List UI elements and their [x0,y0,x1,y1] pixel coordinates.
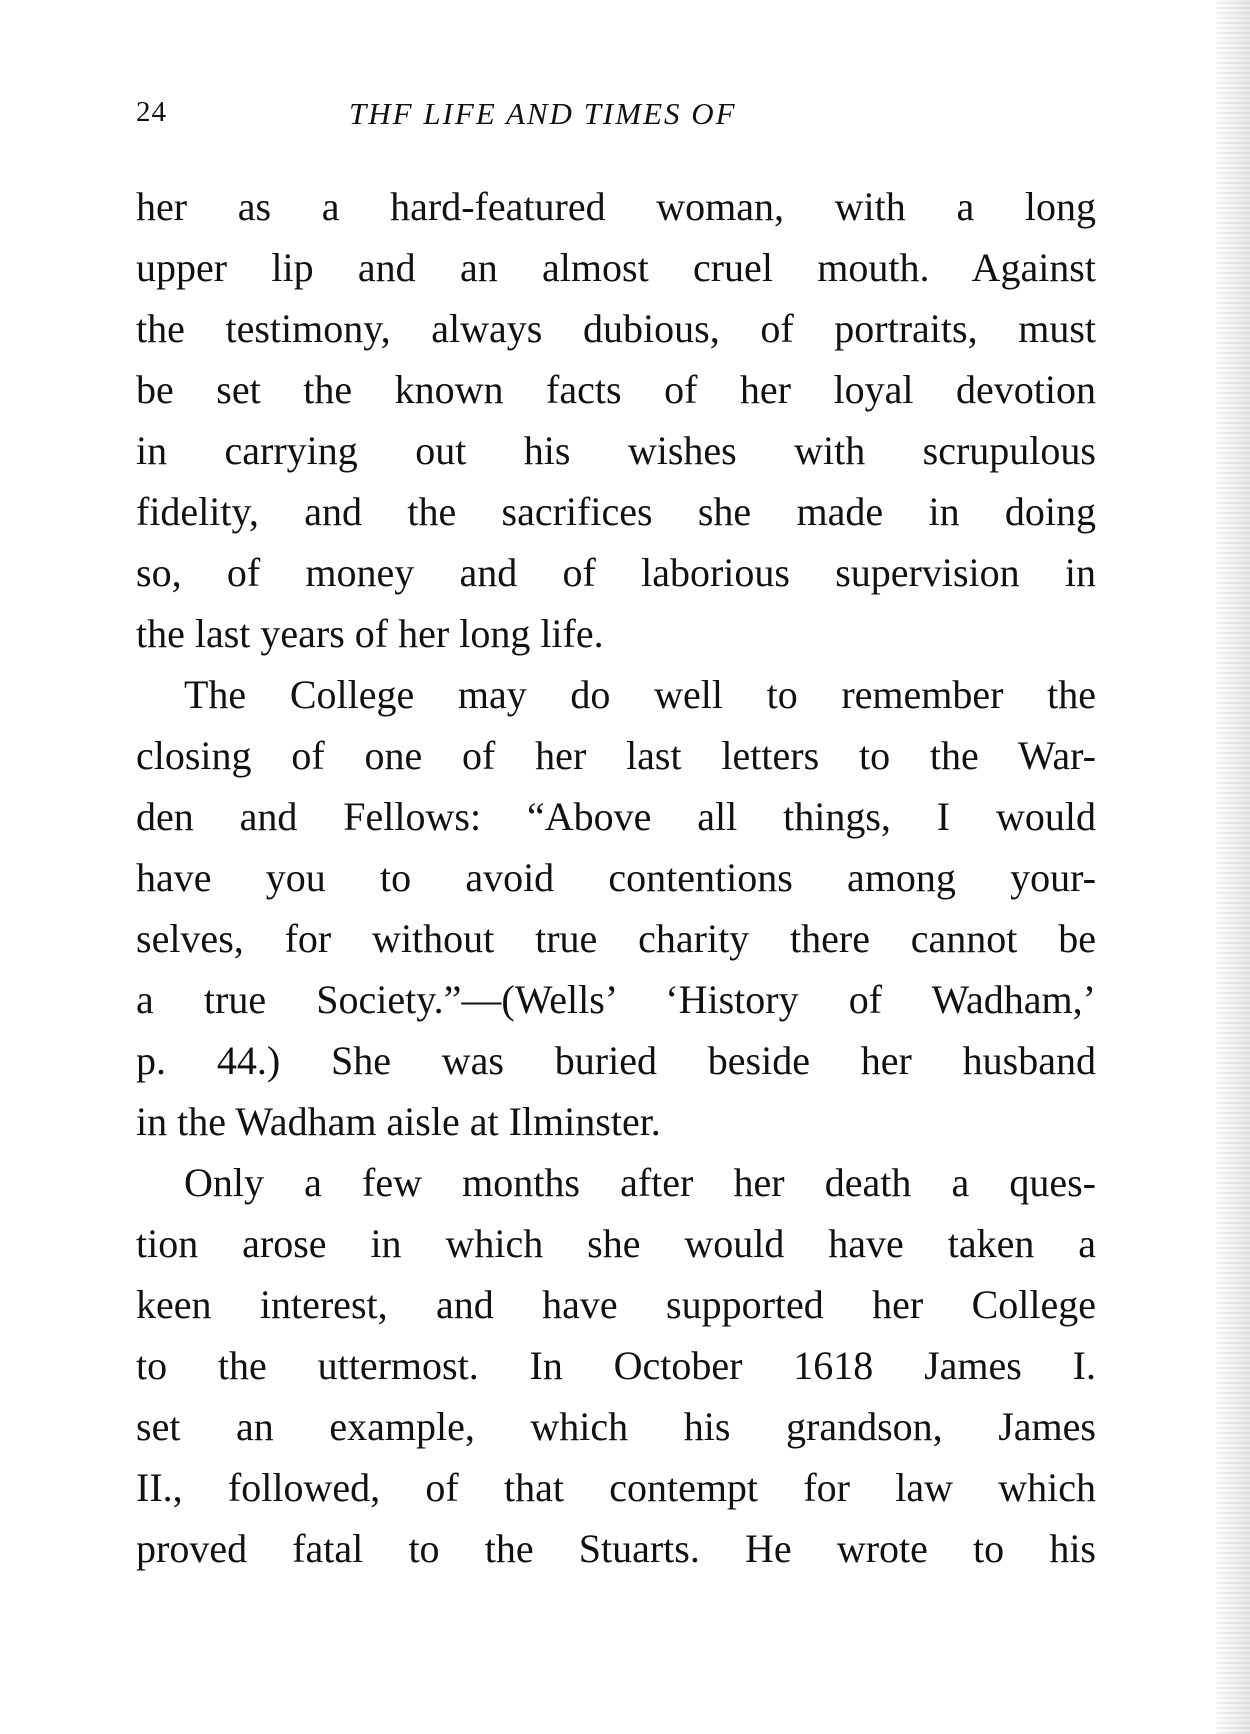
text-line: be set the known facts of her loyal devotion [136,367,1096,412]
paragraph [136,176,1096,664]
text-line: Only a few months after her death a ques- [184,1160,1096,1205]
text-line: proved fatal to the Stuarts. He wrote to his [136,1526,1096,1571]
text-line: in the Wadham aisle at Ilminster. [136,1099,661,1144]
text-line: The College may do well to remember the [184,672,1096,717]
text-line: upper lip and an almost cruel mouth. Against [136,245,1096,290]
running-head [136,96,1096,136]
text-line: set an example, which his grandson, James [136,1404,1096,1449]
text-line: selves, for without true charity there cannot be [136,916,1096,961]
paragraph [136,664,1096,1152]
page-number: 24 [136,96,167,128]
text-line: II., followed, of that contempt for law which [136,1465,1096,1510]
text-line: have you to avoid contentions among your- [136,855,1096,900]
running-title: THF LIFE AND TIMES OF [349,96,737,131]
text-line: her as a hard-featured woman, with a long [136,184,1096,229]
text-line: the last years of her long life. [136,611,604,656]
text-line: so, of money and of laborious supervision in [136,550,1096,595]
text-line: den and Fellows: “Above all things, I would [136,794,1096,839]
text-line: the testimony, always dubious, of portraits, must [136,306,1096,351]
text-line: keen interest, and have supported her College [136,1282,1096,1327]
body-text [136,176,1096,1579]
text-line: to the uttermost. In October 1618 James I. [136,1343,1096,1388]
text-line: closing of one of her last letters to the War- [136,733,1096,778]
page-edge-shadow [1216,0,1250,1734]
text-line: a true Society.”—(Wells’ ‘History of Wadham,’ [136,977,1096,1022]
text-line: fidelity, and the sacrifices she made in doing [136,489,1096,534]
text-line: tion arose in which she would have taken a [136,1221,1096,1266]
paragraph [136,1152,1096,1579]
text-line: in carrying out his wishes with scrupulous [136,428,1096,473]
text-line: p. 44.) She was buried beside her husband [136,1038,1096,1083]
